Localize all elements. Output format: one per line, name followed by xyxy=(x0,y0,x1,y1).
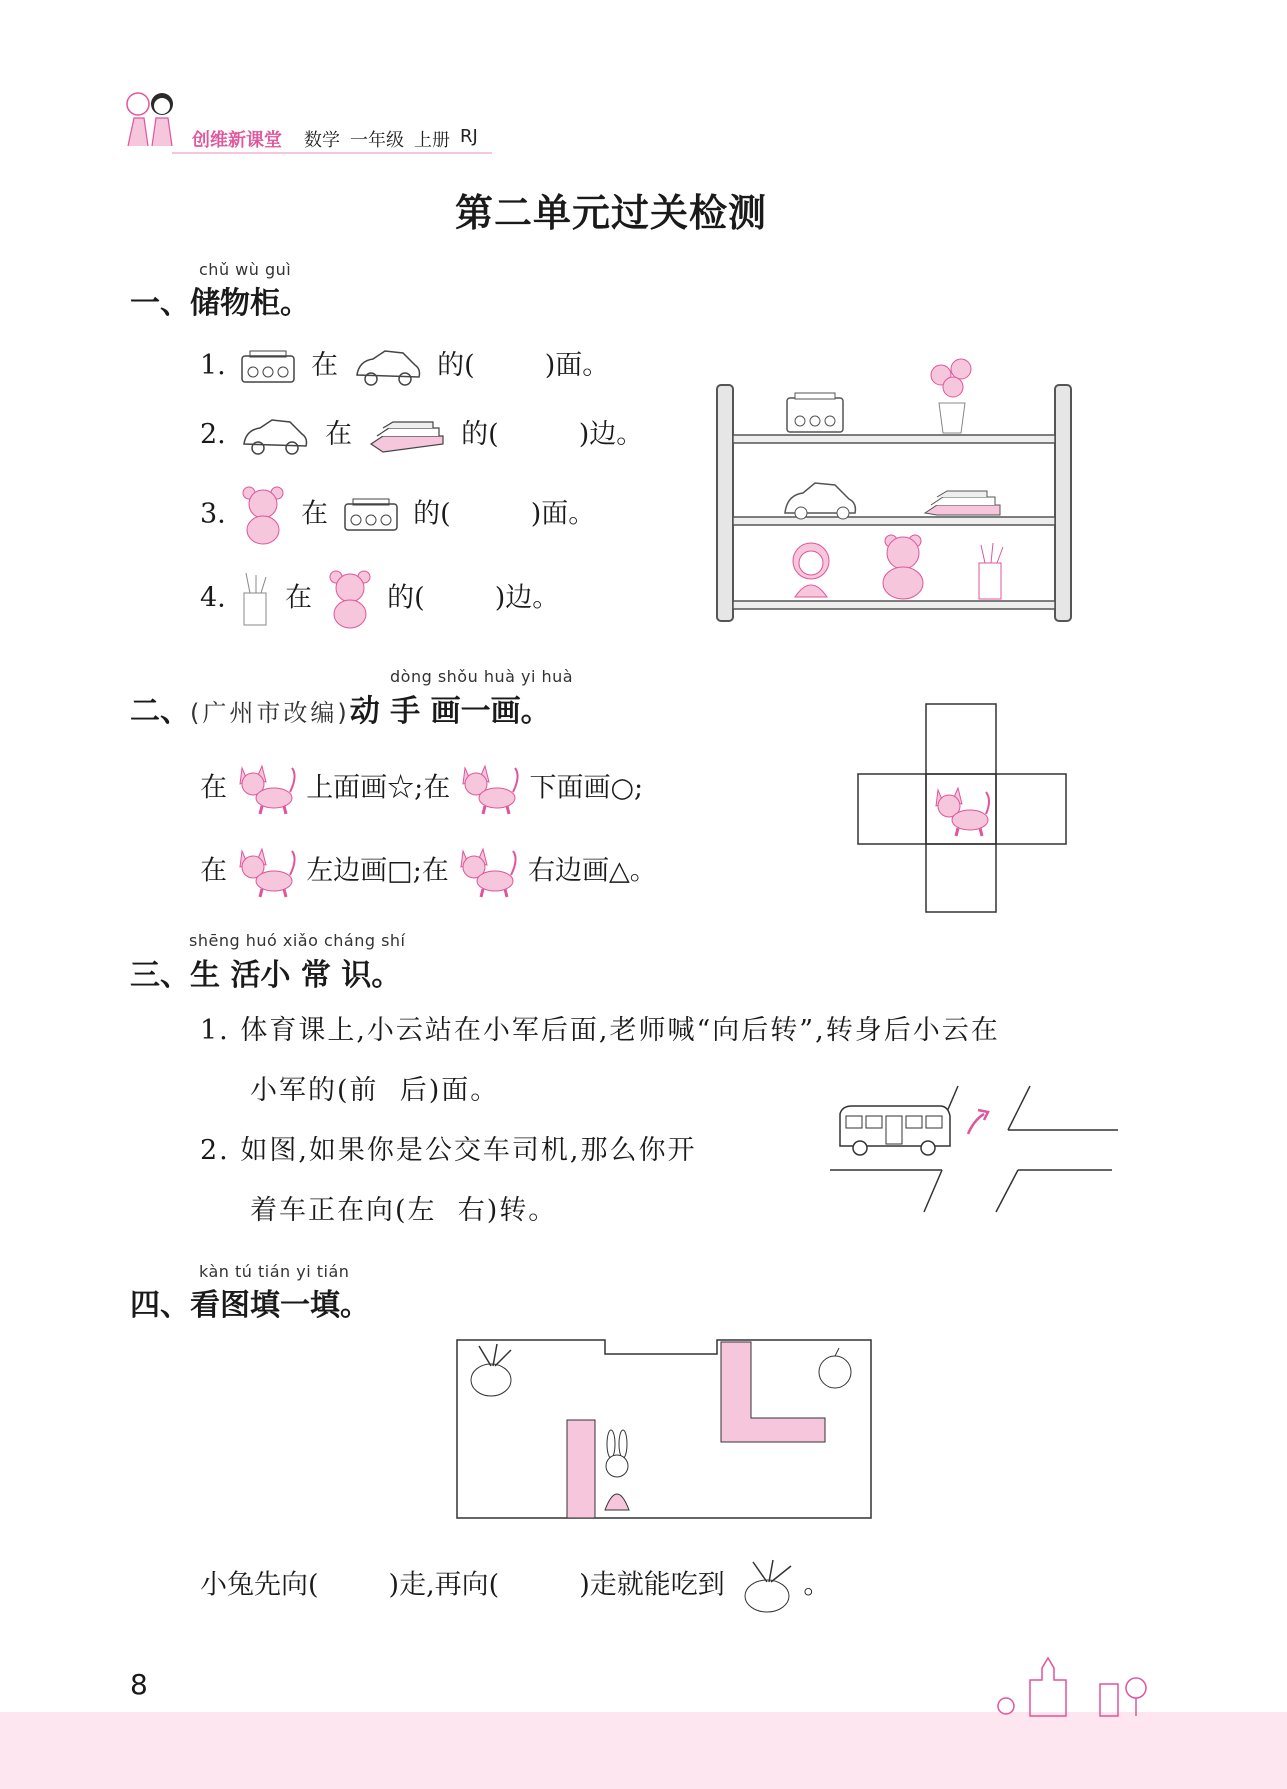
question-1-3: 3. 在 的( )面。 xyxy=(200,484,595,546)
toy-car-icon xyxy=(353,347,423,387)
kitten-icon xyxy=(459,762,521,816)
maze-figure xyxy=(455,1338,875,1526)
section3-heading: 三、生 活小 常 识。 xyxy=(130,958,402,993)
section1-heading: 一、储物柜。 xyxy=(130,286,310,321)
page-number: 8 xyxy=(130,1668,148,1701)
header-subject: 数学 xyxy=(304,130,340,151)
radio-icon xyxy=(343,498,399,532)
header-brand: 创维新课堂 xyxy=(192,130,282,151)
kitten-icon xyxy=(236,762,298,816)
question-3-1-line1: 1. 体育课上,小云站在小军后面,老师喊“向后转”,转身后小云在 xyxy=(200,1015,1000,1046)
item-number: 3. xyxy=(200,498,226,530)
question-4-sentence: 小兔先向( )走,再向( )走就能吃到 。 xyxy=(200,1558,830,1614)
header-divider xyxy=(172,152,492,154)
item-number: 2. xyxy=(200,419,226,450)
cross-grid xyxy=(856,702,1068,918)
radish-icon xyxy=(733,1558,803,1614)
question-3-2-line1: 2. 如图,如果你是公交车司机,那么你开 xyxy=(200,1135,697,1166)
rabbit-icon xyxy=(605,1430,629,1510)
apple-icon xyxy=(819,1348,851,1388)
item-number: 4. xyxy=(200,582,226,614)
item-number: 1. xyxy=(200,350,226,381)
shelf-illustration xyxy=(715,345,1075,629)
books-icon xyxy=(367,418,447,454)
header-edition: RJ xyxy=(460,126,478,147)
radio-icon xyxy=(240,350,296,384)
draw-instruction-1: 在 上面画☆;在 下面画○; xyxy=(200,762,643,816)
bus-intersection xyxy=(830,1076,1120,1220)
question-3-2-line2: 着车正在向(左 右)转。 xyxy=(250,1195,558,1226)
header-grade: 一年级 xyxy=(350,130,404,151)
turn-arrow-icon xyxy=(968,1114,984,1134)
section4-heading: 四、看图填一填。 xyxy=(130,1288,370,1323)
question-1-1: 1. 在 的( )面。 xyxy=(200,343,609,387)
kitten-icon xyxy=(936,788,989,836)
section2-heading-row: 二、(广州市改编)动 手 画一画。 xyxy=(130,694,551,729)
section1-pinyin: chǔ wù guì xyxy=(199,260,292,279)
kitten-icon xyxy=(236,845,298,899)
question-3-1-line2: 小军的(前 后)面。 xyxy=(250,1075,500,1106)
teddy-bear-icon xyxy=(327,568,373,630)
radish-icon xyxy=(471,1344,511,1396)
footer-band xyxy=(0,1712,1287,1789)
header-volume: 上册 xyxy=(414,130,450,151)
toy-car-icon xyxy=(240,416,310,456)
section4-pinyin: kàn tú tián yi tián xyxy=(199,1262,350,1281)
page-title: 第二单元过关检测 xyxy=(455,191,768,235)
castle-decoration xyxy=(990,1648,1160,1722)
section3-pinyin: shēng huó xiǎo cháng shí xyxy=(189,931,406,950)
draw-instruction-2: 在 左边画□;在 右边画△。 xyxy=(200,845,657,899)
bus-icon xyxy=(840,1106,950,1155)
section2-pinyin: dòng shǒu huà yi huà xyxy=(390,667,574,686)
source-note: (广州市改编) xyxy=(190,699,350,727)
teddy-bear-icon xyxy=(240,484,286,546)
pen-holder-icon xyxy=(240,571,270,627)
question-1-4: 4. 在 的( )边。 xyxy=(200,568,559,630)
question-1-2: 2. 在 的( )边。 xyxy=(200,412,643,456)
kitten-icon xyxy=(457,845,519,899)
header-mascots xyxy=(120,88,180,154)
